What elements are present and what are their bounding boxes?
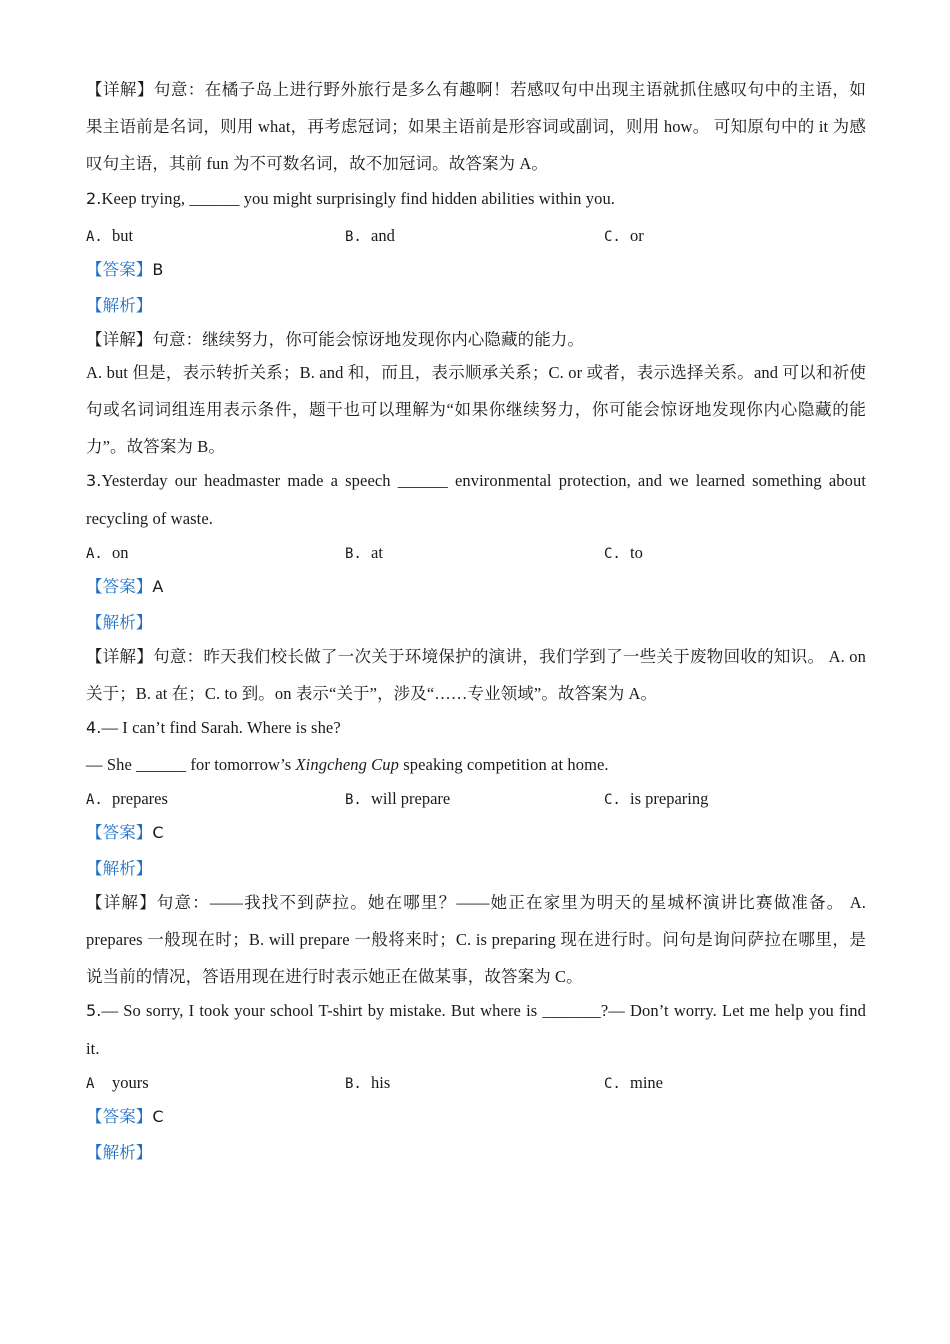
q3-detail-line: 关于；B. at 在；C. to 到。on 表示“关于”，涉及“……专业领域”。故答案为 A。 <box>86 684 658 703</box>
q5-answer <box>86 1107 866 1127</box>
q5-number: 5. <box>86 1001 102 1020</box>
option-letter: B. <box>345 1076 362 1092</box>
analysis-tag: 【解析】 <box>86 296 153 315</box>
q4-detail-line: 【详解】句意：——我找不到萨拉。她在哪里？——她正在家里为明天的星城杯演讲比赛做准备。 A. <box>86 893 866 912</box>
option-text: to <box>630 543 643 562</box>
q2-detail-line: 句或名词词组连用表示条件，题干也可以理解为“如果你继续努力，你可能会惊讶地发现你内心隐藏的能 <box>86 400 866 419</box>
q3-analysis-tag <box>86 613 866 633</box>
stem-text: speaking competition at home. <box>399 755 609 774</box>
option-letter: C. <box>604 1076 621 1092</box>
q2-detail-line: 【详解】句意：继续努力，你可能会惊讶地发现你内心隐藏的能力。 <box>86 330 584 349</box>
q4-detail-line: 说当前的情况，答语用现在进行时表示她正在做某事，故答案为 C。 <box>86 967 583 986</box>
q3-stem-cont: recycling of waste. <box>86 509 213 528</box>
q4-option-b <box>345 789 450 810</box>
q3-option-c <box>604 543 643 564</box>
option-text: but <box>112 226 134 245</box>
answer-letter: C <box>152 1107 164 1126</box>
q4-stem-line2 <box>86 755 866 775</box>
q3-option-b <box>345 543 383 564</box>
q5-option-b <box>345 1073 390 1094</box>
option-letter: C. <box>604 546 621 562</box>
option-text: at <box>371 543 383 562</box>
option-text: or <box>630 226 644 245</box>
answer-tag: 【答案】 <box>86 260 153 279</box>
q3-stem <box>86 471 866 491</box>
answer-letter: C <box>152 823 164 842</box>
option-letter: A. <box>86 229 103 245</box>
q1-detail-line: 果主语前是名词，则用 what，再考虑冠词；如果主语前是形容词或副词，则用 how。 可知原句中的 it 为感 <box>86 117 866 136</box>
q3-number: 3. <box>86 471 102 490</box>
q3-detail-line: 【详解】句意：昨天我们校长做了一次关于环境保护的演讲，我们学到了一些关于废物回收的知识。 A. on <box>86 647 866 666</box>
q2-detail-line: 力”。故答案为 B。 <box>86 437 225 456</box>
q3-stem-text: Yesterday our headmaster made a speech ______ environmental protection, and we learned something about <box>101 471 866 490</box>
q3-answer <box>86 577 866 597</box>
q4-detail-line: prepares 一般现在时；B. will prepare 一般将来时；C. is preparing 现在进行时。问句是询问萨拉在哪里，是 <box>86 930 866 949</box>
q5-option-c <box>604 1073 663 1094</box>
option-letter: B. <box>345 229 362 245</box>
option-text: his <box>371 1073 391 1092</box>
q4-stem <box>86 718 866 738</box>
q3-option-a <box>86 543 129 564</box>
answer-tag: 【答案】 <box>86 1107 153 1126</box>
q2-option-c <box>604 226 644 247</box>
option-letter: A <box>86 1076 95 1092</box>
q4-analysis-tag <box>86 859 866 879</box>
competition-name: Xingcheng Cup <box>295 755 399 774</box>
option-text: will prepare <box>371 789 451 808</box>
answer-letter: A <box>152 577 164 596</box>
option-text: prepares <box>112 789 168 808</box>
q2-option-a <box>86 226 133 247</box>
q2-detail-line: A. but 但是，表示转折关系；B. and 和，而且，表示顺承关系；C. or 或者，表示选择关系。and 可以和祈使 <box>86 363 866 382</box>
q1-detail-line: 叹句主语，其前 fun 为不可数名词，故不加冠词。故答案为 A。 <box>86 154 548 173</box>
stem-text: — She ______ for tomorrow’s <box>86 755 296 774</box>
option-letter: A. <box>86 546 103 562</box>
q2-stem-text: Keep trying, ______ you might surprisingly find hidden abilities within you. <box>101 189 616 208</box>
analysis-tag: 【解析】 <box>86 613 153 632</box>
q5-stem-cont: it. <box>86 1039 100 1058</box>
option-letter: C. <box>604 792 621 808</box>
option-text: mine <box>630 1073 663 1092</box>
analysis-tag: 【解析】 <box>86 1143 153 1162</box>
option-letter: A. <box>86 792 103 808</box>
q2-answer <box>86 260 866 280</box>
option-text: and <box>371 226 395 245</box>
option-text: is preparing <box>630 789 709 808</box>
q2-analysis-tag <box>86 296 866 316</box>
q5-stem <box>86 1001 866 1021</box>
q5-analysis-tag <box>86 1143 866 1163</box>
q2-stem <box>86 189 866 209</box>
q5-stem-text: — So sorry, I took your school T-shirt by mistake. But where is _______?— Don’t worry. Let me help you find <box>101 1001 866 1020</box>
q5-option-a <box>86 1073 149 1094</box>
answer-tag: 【答案】 <box>86 823 153 842</box>
q4-option-c <box>604 789 708 810</box>
option-letter: C. <box>604 229 621 245</box>
option-letter: B. <box>345 546 362 562</box>
q1-detail-line: 【详解】句意：在橘子岛上进行野外旅行是多么有趣啊！若感叹句中出现主语就抓住感叹句中的主语，如 <box>86 80 866 99</box>
q2-option-b <box>345 226 395 247</box>
option-text: on <box>112 543 129 562</box>
analysis-tag: 【解析】 <box>86 859 153 878</box>
q4-stem-text: — I can’t find Sarah. Where is she? <box>101 718 341 737</box>
option-letter: B. <box>345 792 362 808</box>
answer-letter: B <box>152 260 164 279</box>
q4-number: 4. <box>86 718 102 737</box>
option-text: yours <box>112 1073 149 1092</box>
q4-option-a <box>86 789 168 810</box>
q4-answer <box>86 823 866 843</box>
answer-tag: 【答案】 <box>86 577 153 596</box>
q2-number: 2. <box>86 189 102 208</box>
